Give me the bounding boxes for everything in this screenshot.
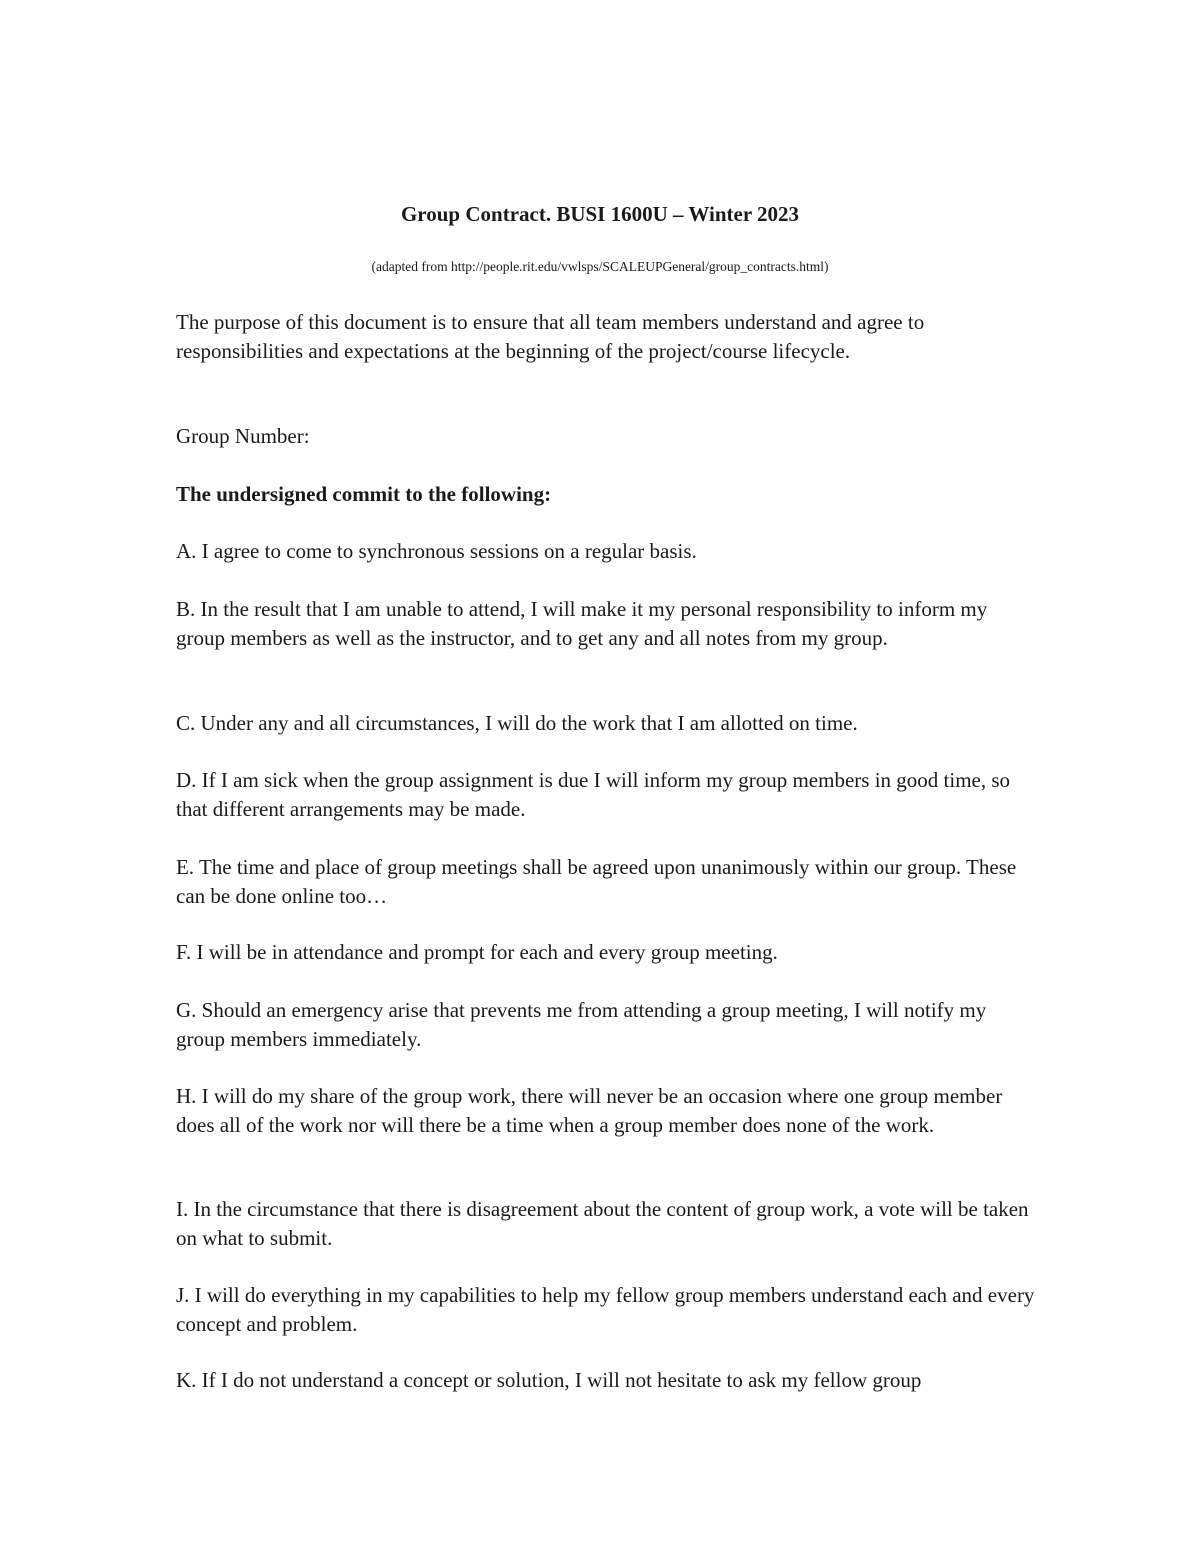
contract-item-j: J. I will do everything in my capabilities to help my fellow group members understand each and every concept and problem. bbox=[176, 1283, 1035, 1336]
contract-item-i: I. In the circumstance that there is disagreement about the content of group work, a vote will be taken on what to submit. bbox=[176, 1197, 1029, 1250]
document-title: Group Contract. BUSI 1600U – Winter 2023 bbox=[400, 202, 800, 226]
group-number-label: Group Number: bbox=[176, 424, 310, 448]
contract-item-h: H. I will do my share of the group work, there will never be an occasion where one group member does all of the work nor will there be a time when a group member does none of the work. bbox=[176, 1084, 1003, 1137]
contract-item-b: B. In the result that I am unable to attend, I will make it my personal responsibility to inform my group members as well as the instructor, and to get any and all notes from my group. bbox=[176, 597, 988, 650]
contract-item-k: K. If I do not understand a concept or solution, I will not hesitate to ask my fellow group bbox=[176, 1368, 922, 1392]
intro-paragraph: The purpose of this document is to ensure that all team members understand and agree to responsibilities and expectations at the beginning of the project/course lifecycle. bbox=[176, 310, 925, 363]
contract-item-c: C. Under any and all circumstances, I will do the work that I am allotted on time. bbox=[176, 711, 858, 735]
contract-item-e: E. The time and place of group meetings shall be agreed upon unanimously within our group. These can be done online too… bbox=[176, 855, 1017, 908]
document-source-note: (adapted from http://people.rit.edu/vwlsps/SCALEUPGeneral/group_contracts.html) bbox=[371, 259, 829, 274]
contract-item-f: F. I will be in attendance and prompt for each and every group meeting. bbox=[176, 940, 778, 964]
contract-item-d: D. If I am sick when the group assignment is due I will inform my group members in good time, so that different arrangements may be made. bbox=[176, 768, 1011, 821]
contract-item-g: G. Should an emergency arise that prevents me from attending a group meeting, I will notify my group members immediately. bbox=[176, 998, 987, 1051]
commitment-heading: The undersigned commit to the following: bbox=[176, 482, 552, 506]
contract-item-a: A. I agree to come to synchronous sessions on a regular basis. bbox=[176, 539, 697, 563]
